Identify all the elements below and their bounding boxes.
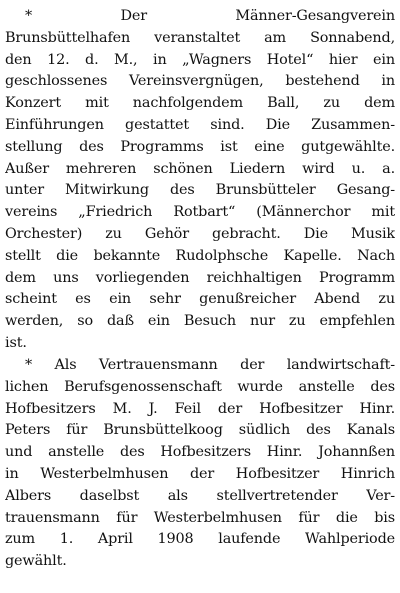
text-line: unter Mitwirkung des Brunsbütteler Gesang- [5, 182, 395, 199]
text-line: in Westerbelmhusen der Hofbesitzer Hinrich [5, 465, 395, 482]
text-line: und anstelle des Hofbesitzers Hinr. Johannßen [5, 444, 395, 461]
text-line: lichen Berufsgenossenschaft wurde anstelle des [5, 378, 395, 395]
text-line: Außer mehreren schönen Liedern wird u. a. [5, 160, 395, 177]
text-line: Konzert mit nachfolgendem Ball, zu dem [5, 95, 395, 112]
text-line: gewählt. [5, 553, 67, 570]
article-gesangverein [5, 6, 395, 355]
text-line: * Der Männer-Gesangverein [25, 8, 395, 24]
text-line: stellt die bekannte Rudolphsche Kapelle. Nach [5, 247, 395, 264]
text-line: Brunsbüttelhafen veranstaltet am Sonnabend, [5, 29, 395, 46]
text-line: Orchester) zu Gehör gebracht. Die Musik [5, 225, 395, 242]
text-line: Albers daselbst als stellvertretender Ver- [5, 487, 395, 504]
text-line: vereins „Friedrich Rotbart“ (Männerchor mit [5, 204, 395, 221]
text-line: scheint es ein sehr genußreicher Abend zu [5, 291, 395, 308]
text-line: ist. [5, 334, 27, 351]
text-line: Einführungen gestattet sind. Die Zusammen- [5, 116, 395, 133]
text-line: geschlossenes Vereinsvergnügen, bestehend in [5, 73, 395, 90]
text-line: den 12. d. M., in „Wagners Hotel“ hier ein [5, 51, 395, 68]
text-line: stellung des Programms ist eine gutgewählte. [5, 138, 395, 155]
text-line: * Als Vertrauensmann der landwirtschaft- [25, 357, 395, 373]
text-line: werden, so daß ein Besuch nur zu empfehlen [5, 313, 395, 330]
text-line: Hofbesitzers M. J. Feil der Hofbesitzer Hinr. [5, 400, 395, 417]
text-line: trauensmann für Westerbelmhusen für die bis [5, 509, 395, 526]
article-vertrauensmann [5, 355, 395, 573]
text-line: dem uns vorliegenden reichhaltigen Programm [5, 269, 395, 286]
text-line: zum 1. April 1908 laufende Wahlperiode [5, 531, 395, 548]
text-line: Peters für Brunsbüttelkoog südlich des Kanals [5, 422, 395, 439]
